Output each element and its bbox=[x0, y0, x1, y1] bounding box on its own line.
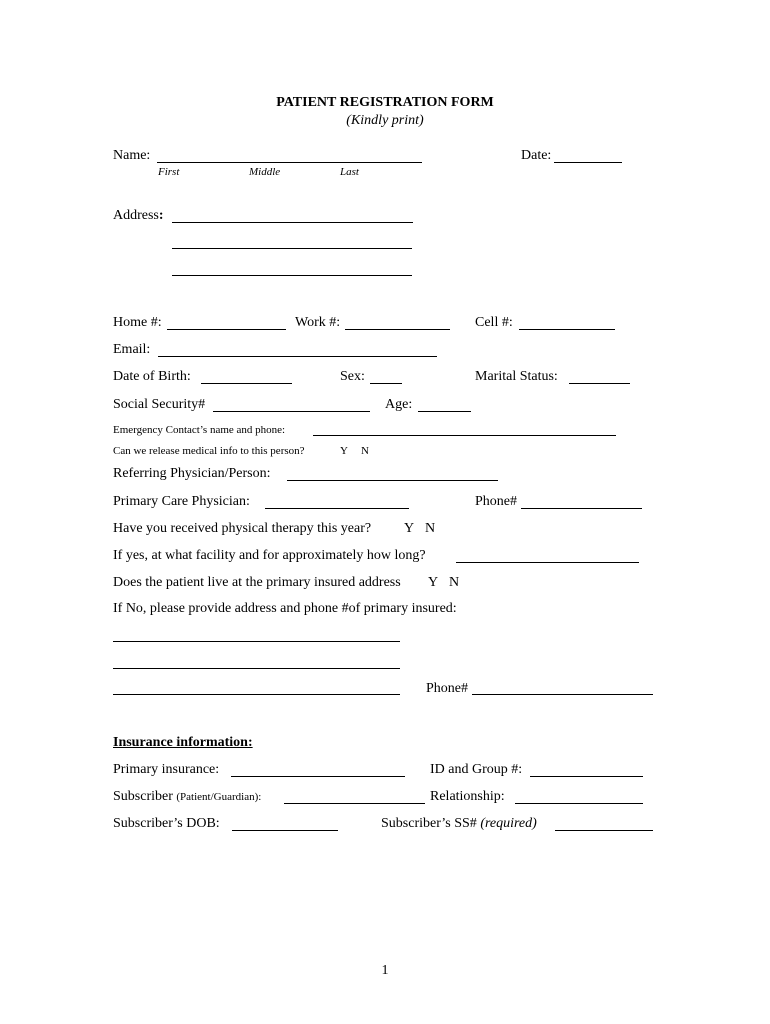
primary-care-phone-label: Phone# bbox=[475, 494, 517, 509]
id-group-field[interactable] bbox=[530, 776, 643, 777]
address-line-1[interactable] bbox=[172, 222, 413, 223]
emergency-contact-label: Emergency Contact’s name and phone: bbox=[113, 424, 286, 436]
primary-insurance-field[interactable] bbox=[231, 776, 405, 777]
insured-address-line-2[interactable] bbox=[113, 668, 400, 669]
release-no-option[interactable]: N bbox=[361, 445, 369, 457]
emergency-contact-field[interactable] bbox=[313, 435, 616, 436]
insured-address-question: Does the patient live at the primary insured address bbox=[113, 575, 401, 590]
name-label: Name: bbox=[113, 148, 151, 163]
primary-insurance-label: Primary insurance: bbox=[113, 762, 220, 777]
name-middle-caption: Middle bbox=[249, 166, 281, 178]
insured-instruction: If No, please provide address and phone #of primary insured: bbox=[113, 601, 457, 616]
insured-phone-label: Phone# bbox=[426, 681, 468, 696]
subscriber-ss-field[interactable] bbox=[555, 830, 653, 831]
email-label: Email: bbox=[113, 342, 151, 357]
sex-label: Sex: bbox=[340, 369, 365, 384]
date-field[interactable] bbox=[554, 162, 622, 163]
marital-status-label: Marital Status: bbox=[475, 369, 558, 384]
sex-field[interactable] bbox=[370, 383, 402, 384]
work-phone-field[interactable] bbox=[345, 329, 450, 330]
cell-phone-field[interactable] bbox=[519, 329, 615, 330]
primary-care-phone-field[interactable] bbox=[521, 508, 642, 509]
address-line-2[interactable] bbox=[172, 248, 412, 249]
therapy-no-option[interactable]: N bbox=[425, 521, 436, 536]
insured-yes-option[interactable]: Y bbox=[428, 575, 439, 590]
age-label: Age: bbox=[385, 397, 413, 412]
cell-phone-label: Cell #: bbox=[475, 315, 513, 330]
insured-address-line-1[interactable] bbox=[113, 641, 400, 642]
age-field[interactable] bbox=[418, 411, 471, 412]
dob-field[interactable] bbox=[201, 383, 292, 384]
work-phone-label: Work #: bbox=[295, 315, 341, 330]
release-yes-option[interactable]: Y bbox=[340, 445, 348, 457]
subscriber-ss-label: Subscriber’s SS# (required) bbox=[381, 816, 537, 831]
id-group-label: ID and Group #: bbox=[430, 762, 523, 777]
home-phone-label: Home #: bbox=[113, 315, 162, 330]
insured-phone-field[interactable] bbox=[472, 694, 653, 695]
home-phone-field[interactable] bbox=[167, 329, 286, 330]
form-title: PATIENT REGISTRATION FORM bbox=[276, 95, 494, 110]
email-field[interactable] bbox=[158, 356, 437, 357]
name-field[interactable] bbox=[157, 162, 422, 163]
insured-no-option[interactable]: N bbox=[449, 575, 460, 590]
primary-care-field[interactable] bbox=[265, 508, 409, 509]
page-number: 1 bbox=[381, 963, 389, 978]
subscriber-field[interactable] bbox=[284, 803, 425, 804]
therapy-yes-option[interactable]: Y bbox=[404, 521, 415, 536]
dob-label: Date of Birth: bbox=[113, 369, 191, 384]
relationship-field[interactable] bbox=[515, 803, 643, 804]
form-subtitle: (Kindly print) bbox=[346, 113, 424, 128]
address-label: Address: bbox=[113, 208, 164, 223]
subscriber-dob-label: Subscriber’s DOB: bbox=[113, 816, 220, 831]
subscriber-label: Subscriber (Patient/Guardian): bbox=[113, 789, 262, 804]
relationship-label: Relationship: bbox=[430, 789, 505, 804]
ssn-field[interactable] bbox=[213, 411, 370, 412]
therapy-facility-field[interactable] bbox=[456, 562, 639, 563]
date-label: Date: bbox=[521, 148, 552, 163]
subscriber-dob-field[interactable] bbox=[232, 830, 338, 831]
insured-address-line-3[interactable] bbox=[113, 694, 400, 695]
name-first-caption: First bbox=[158, 166, 180, 178]
therapy-question: Have you received physical therapy this year? bbox=[113, 521, 372, 536]
marital-status-field[interactable] bbox=[569, 383, 630, 384]
release-info-question: Can we release medical info to this person? bbox=[113, 445, 305, 457]
referring-physician-label: Referring Physician/Person: bbox=[113, 466, 271, 481]
insurance-heading: Insurance information: bbox=[113, 735, 253, 750]
name-last-caption: Last bbox=[340, 166, 359, 178]
referring-physician-field[interactable] bbox=[287, 480, 498, 481]
ssn-label: Social Security# bbox=[113, 397, 206, 412]
address-line-3[interactable] bbox=[172, 275, 412, 276]
therapy-followup-question: If yes, at what facility and for approximately how long? bbox=[113, 548, 426, 563]
primary-care-label: Primary Care Physician: bbox=[113, 494, 250, 509]
